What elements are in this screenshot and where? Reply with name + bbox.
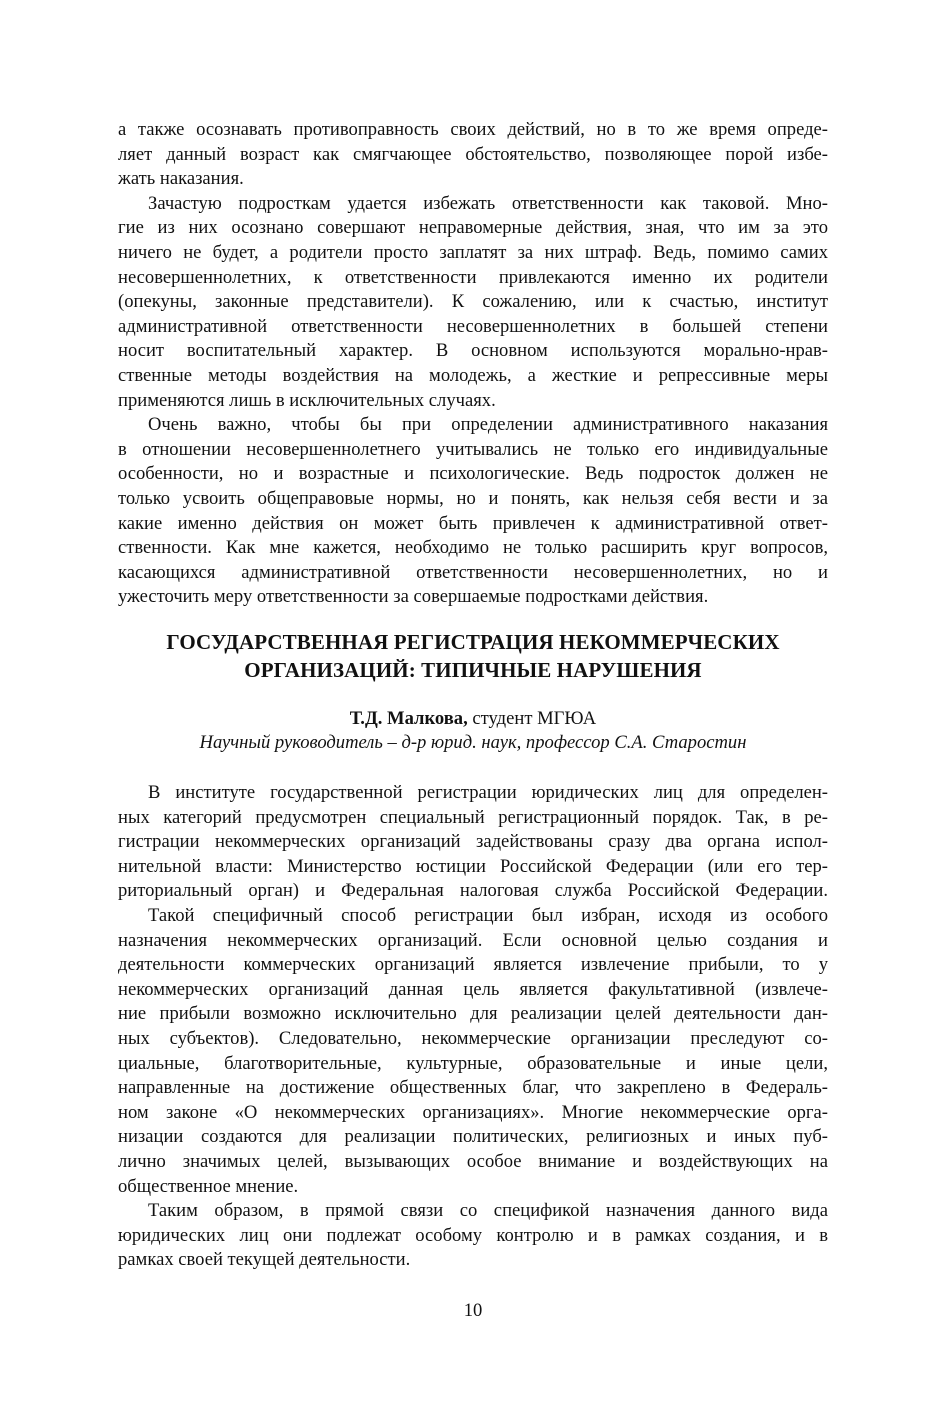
text-line: ничего не будет, а родители просто заплатят за них штраф. Ведь, помимо самих [118,241,828,263]
text-line: общественное мнение. [118,1175,299,1197]
text-line: юридических лиц они подлежат особому контролю и в рамках создания, и в [118,1224,828,1246]
text-line: носит воспитательный характер. В основном используются морально-нрав- [118,340,828,362]
article-title-line-1: ГОСУДАРСТВЕННАЯ РЕГИСТРАЦИЯ НЕКОММЕРЧЕСКИХ [166,630,780,654]
text-line: ственные методы воздействия на молодежь, а жесткие и репрессивные меры [118,364,828,386]
text-line: В институте государственной регистрации юридических лиц для определен- [148,782,828,803]
previous-article-continuation [118,118,828,610]
text-line: Очень важно, чтобы бы при определении административного наказания [148,414,828,436]
article-body [118,781,828,1273]
author-name: Т.Д. Малкова, [349,708,468,729]
text-line: (опекуны, законные представители). К сожалению, или к счастью, институт [118,291,828,313]
text-line: рамках своей текущей деятельности. [118,1249,411,1271]
text-line: некоммерческих организаций данная цель является факультативной (извлече- [118,978,828,1000]
page-number: 10 [463,1300,483,1321]
text-line: а также осознавать противоправность своих действий, но в то же время опреде- [118,119,828,140]
text-line: циальные, благотворительные, культурные, образовательные и иные цели, [118,1052,828,1074]
text-line: ляет данный возраст как смягчающее обстоятельство, позволяющее порой избе- [118,143,828,165]
text-line: ужесточить меру ответственности за совершаемые подростками действия. [118,586,709,608]
text-line: назначения некоммерческих организаций. Если основной целью создания и [118,929,828,951]
text-line: касающихся административной ответственности несовершеннолетних, но и [118,561,828,583]
text-line: Такой специфичный способ регистрации был избран, исходя из особого [148,904,828,926]
text-line: нительной власти: Министерство юстиции Российской Федерации (или его тер- [118,855,828,877]
text-line: ных категорий предусмотрен специальный регистрационный порядок. Так, в ре- [118,806,828,828]
text-line: направленные на достижение общественных благ, что закреплено в Федераль- [118,1077,828,1099]
text-line: ственности. Как мне кажется, необходимо не только расширить круг вопросов, [118,537,828,559]
text-line: жать наказания. [118,168,244,190]
text-line: низации создаются для реализации политических, религиозных и иных пуб- [118,1126,828,1148]
author-role: студент МГЮА [467,708,597,729]
text-line: только усвоить общеправовые нормы, но и понять, как нельзя себя вести и за [118,487,828,509]
text-line: гие из них осознано совершают неправомерные действия, зная, что им за это [118,217,828,239]
text-line: лично значимых целей, вызывающих особое внимание и воздействующих на [118,1150,828,1172]
text-line: ние прибыли возможно исключительно для реализации целей деятельности дан- [118,1003,828,1025]
text-line: деятельности коммерческих организаций является извлечение прибыли, то у [118,954,828,976]
text-line: Зачастую подросткам удается избежать ответственности как таковой. Мно- [148,192,828,214]
text-line: несовершеннолетних, к ответственности привлекаются именно их родители [118,266,828,288]
text-line: особенности, но и возрастные и психологические. Ведь подросток должен не [118,463,828,485]
text-line: какие именно действия он может быть привлечен к административной ответ- [118,512,828,534]
text-line: гистрации некоммерческих организаций задействованы сразу два органа испол- [118,831,828,853]
author-line [100,707,846,732]
text-line: применяются лишь в исключительных случаях. [118,389,496,411]
text-line: ных субъектов). Следовательно, некоммерческие организации преследуют со- [118,1027,828,1049]
text-line: риториальный орган) и Федеральная налоговая служба Российской Федерации. [118,880,828,902]
text-line: Таким образом, в прямой связи со спецификой назначения данного вида [148,1200,828,1222]
article-title [100,628,846,684]
text-line: административной ответственности несовершеннолетних в большей степени [118,315,828,337]
scientific-advisor: Научный руководитель – д-р юрид. наук, профессор С.А. Старостин [199,732,747,753]
text-line: в отношении несовершеннолетнего учитывались не только его индивидуальные [118,438,828,460]
article-title-line-2: ОРГАНИЗАЦИЙ: ТИПИЧНЫЕ НАРУШЕНИЯ [244,658,702,682]
text-line: ном законе «О некоммерческих организациях». Многие некоммерческие орга- [118,1101,828,1123]
